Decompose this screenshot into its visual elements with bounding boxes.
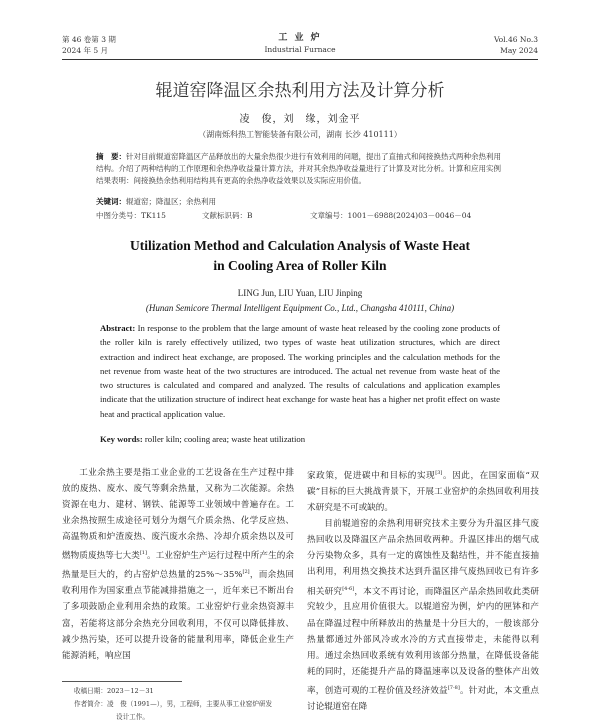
date-en: May 2024 (500, 46, 538, 55)
affiliation-cn: （湖南烁科热工智能装备有限公司，湖南 长沙 410111） (198, 130, 402, 139)
authors-cn: 凌 俊，刘 缘，刘金平 (239, 114, 361, 125)
abstract-cn-label: 摘 要： (96, 152, 126, 161)
citation: [1] (139, 550, 147, 557)
volume-issue-en: Vol.46 No.3 (493, 35, 538, 44)
abstract-en (100, 321, 500, 421)
authors-en: LING Jun, LIU Yuan, LIU Jinping (237, 288, 363, 298)
affiliation-en: (Hunan Semicore Thermal Intelligent Equipment Co., Ltd., Changsha 410111, China) (145, 303, 455, 313)
keywords-en-label: Key words: (100, 434, 143, 444)
volume-issue-cn: 第 46 卷第 3 期 (62, 35, 116, 44)
abstract-en-text: In response to the problem that the large amount of waste heat released by the cooling zone products of the roller kiln is rarely effectively utilized, two types of waste heat utilization structures, which are direct extraction and indirect heat exchange, are proposed. The working principles and the calculation methods for the net revenue from waste heat of the two structures are introduced. The actual net revenue from waste heat of the two structures is calculated and compared and analyzed. The results of calculations and application examples indicate that the utilization structure of indirect heat exchange for waste heat has a higher net profit effect on waste heat and practical application value. (100, 323, 501, 419)
citation: [4-6] (342, 585, 355, 592)
clc-number: 中图分类号：TK115 (96, 211, 166, 220)
abstract-cn-text: 针对目前辊道窑降温区产品释放出的大量余热很少进行有效利用的问题，提出了直抽式和间接换热式两种余热利用结构。介绍了两种结构的工作原理和余热净收益量计算方法，并对其余热净收益量进行了计算及对比分析。计算和应用实例结果表明：间接换热余热利用结构具有更高的余热净收益效果以及实际应用价值。 (96, 152, 501, 185)
abstract-cn (96, 151, 506, 187)
author-bio-cont: 设计工作。 (116, 713, 149, 721)
title-en-line2: in Cooling Area of Roller Kiln (213, 258, 387, 273)
journal-name-en: Industrial Furnace (264, 45, 336, 54)
classification-row (96, 210, 516, 222)
author-bio: 作者简介：凌 俊（1991—），男，工程师，主要从事工业窑炉研发 (74, 700, 273, 708)
citation: [2] (242, 569, 250, 576)
abstract-en-label: Abstract: (100, 323, 136, 333)
body-paragraph: 工业余热主要是指工业企业的工艺设备在生产过程中排放的废热、废水、废气等剩余热量，又称为二次能源。余热资源在电力、建材、钢铁、能源等工业领域中普遍存在。工业余热按照生成途径可划分为烟气介质余热、化学反应热、高温物质和炉渣废热、废汽废水余热、冷却介质余热以及可燃物质废热等七大类[1]。工业窑炉生产运行过程中所产生的余热量是巨大的，约占窑炉总热量的25%～35%[2]，而余热回收利用作为国家重点节能减排措施之一，近年来已不断出台了多项鼓励企业利用余热的政策。工业窑炉行业余热资源丰富，若能将这部分余热充分回收利用，不仅可以降低排放、减少热污染，还可以提升设备的能量利用率，降低企业生产能源消耗，响应国 (62, 468, 294, 661)
header-right (494, 34, 538, 56)
keywords-cn (96, 196, 506, 208)
citation: [3] (435, 470, 443, 476)
keywords-en (100, 433, 500, 446)
date-cn: 2024 年 5 月 (62, 46, 109, 55)
header-rule (62, 59, 538, 60)
article-number: 文章编号：1001－6988(2024)03－0046－04 (310, 211, 472, 220)
journal-name-cn: 工 业 炉 (278, 33, 322, 43)
footnote (74, 685, 299, 724)
title-cn: 辊道窑降温区余热利用方法及计算分析 (155, 81, 445, 101)
title-en (0, 236, 600, 276)
body-column-left (62, 465, 294, 664)
title-en-line1: Utilization Method and Calculation Analysis of Waste Heat (130, 238, 470, 253)
document-code: 文献标识码：B (202, 211, 253, 220)
body-paragraph: 目前辊道窑的余热利用研究技术主要分为升温区排气废热回收以及降温区产品余热回收两种。升温区排出的烟气成分污染物众多，具有一定的腐蚀性及黏结性，并不能直接抽出利用，利用热交换技术达到升温区排气废热回收已有许多相关研究[4-6]，本文不再讨论，而降温区产品余热回收此类研究较少，且应用价值很大。以辊道窑为例，炉内的匣钵和产品在降温过程中所释放出的热量是十分巨大的，一般该部分热量都通过外部风冷或水冷的方式直接带走，未能得以利用。通过余热回收系统有效利用该部分热量，在降低设备能耗的同时，还能提升产品的降温速率以及设备的整体产出效率，创造可观的工程价值及经济效益[7-8]。针对此，本文重点讨论辊道窑在降 (307, 519, 539, 712)
keywords-cn-label: 关键词： (96, 197, 126, 206)
footnote-rule (62, 681, 182, 682)
keywords-cn-text: 辊道窑；降温区；余热利用 (126, 197, 216, 206)
body-paragraph: 家政策，促进碳中和目标的实现[3]。因此，在国家面临“双碳”目标的巨大挑战背景下，开展工业窑炉的余热回收利用技术研究是不可或缺的。 (307, 470, 539, 514)
keywords-en-text: roller kiln; cooling area; waste heat utilization (144, 434, 306, 444)
body-column-right (307, 465, 539, 715)
citation: [7-8] (447, 684, 460, 691)
received-date: 收稿日期：2023－12－31 (74, 687, 154, 695)
